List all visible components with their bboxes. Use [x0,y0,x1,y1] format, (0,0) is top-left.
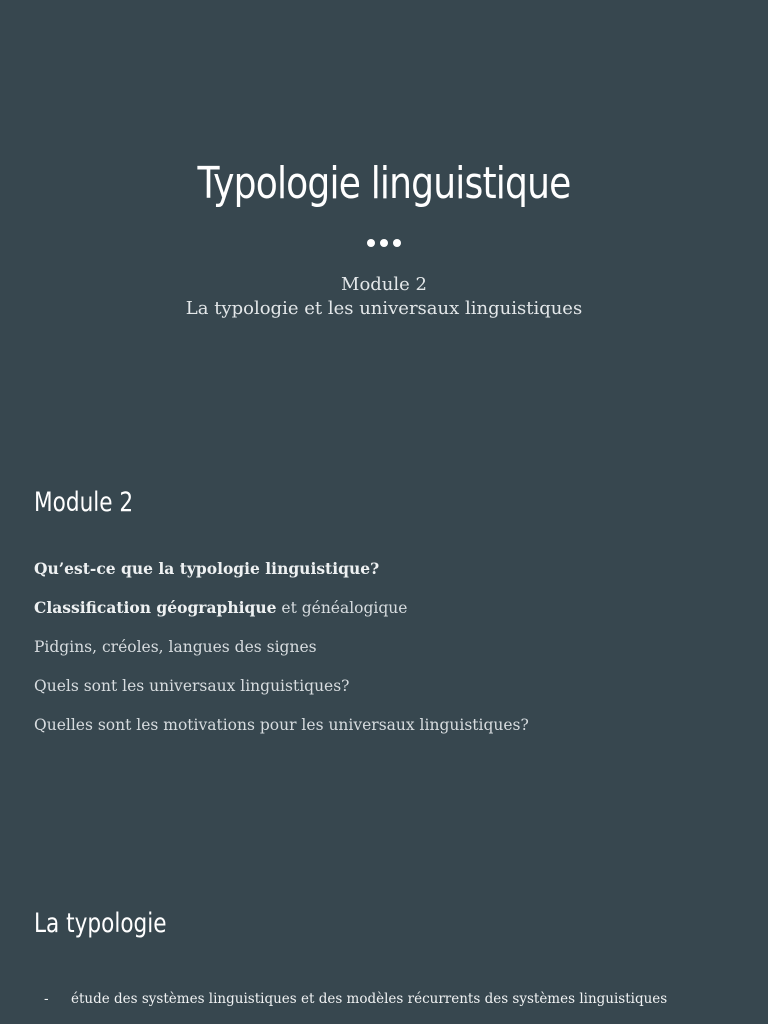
module-heading: Module 2 [34,487,134,518]
slide-subtitle-module: Module 2 [341,274,427,295]
list-item: Quelles sont les motivations pour les universaux linguistiques? [34,716,529,734]
title-slide [0,0,768,420]
typology-bullet [44,991,667,1007]
typology-heading: La typologie [34,908,167,939]
list-item: Pidgins, créoles, langues des signes [34,638,317,656]
module-topic-list [34,556,529,751]
list-item: Qu’est-ce que la typologie linguistique? [34,559,380,578]
slide-subtitle-topic: La typologie et les universaux linguistiques [185,298,583,319]
bullet-marker: - [44,991,49,1007]
list-item: Classification géographique et généalogique [34,598,408,617]
bullet-text: étude des systèmes linguistiques et des modèles récurrents des systèmes linguistiques [71,991,668,1007]
slide-title: Typologie linguistique [197,158,571,209]
ellipsis-decoration [0,239,768,247]
list-item: Quels sont les universaux linguistiques? [34,677,350,695]
